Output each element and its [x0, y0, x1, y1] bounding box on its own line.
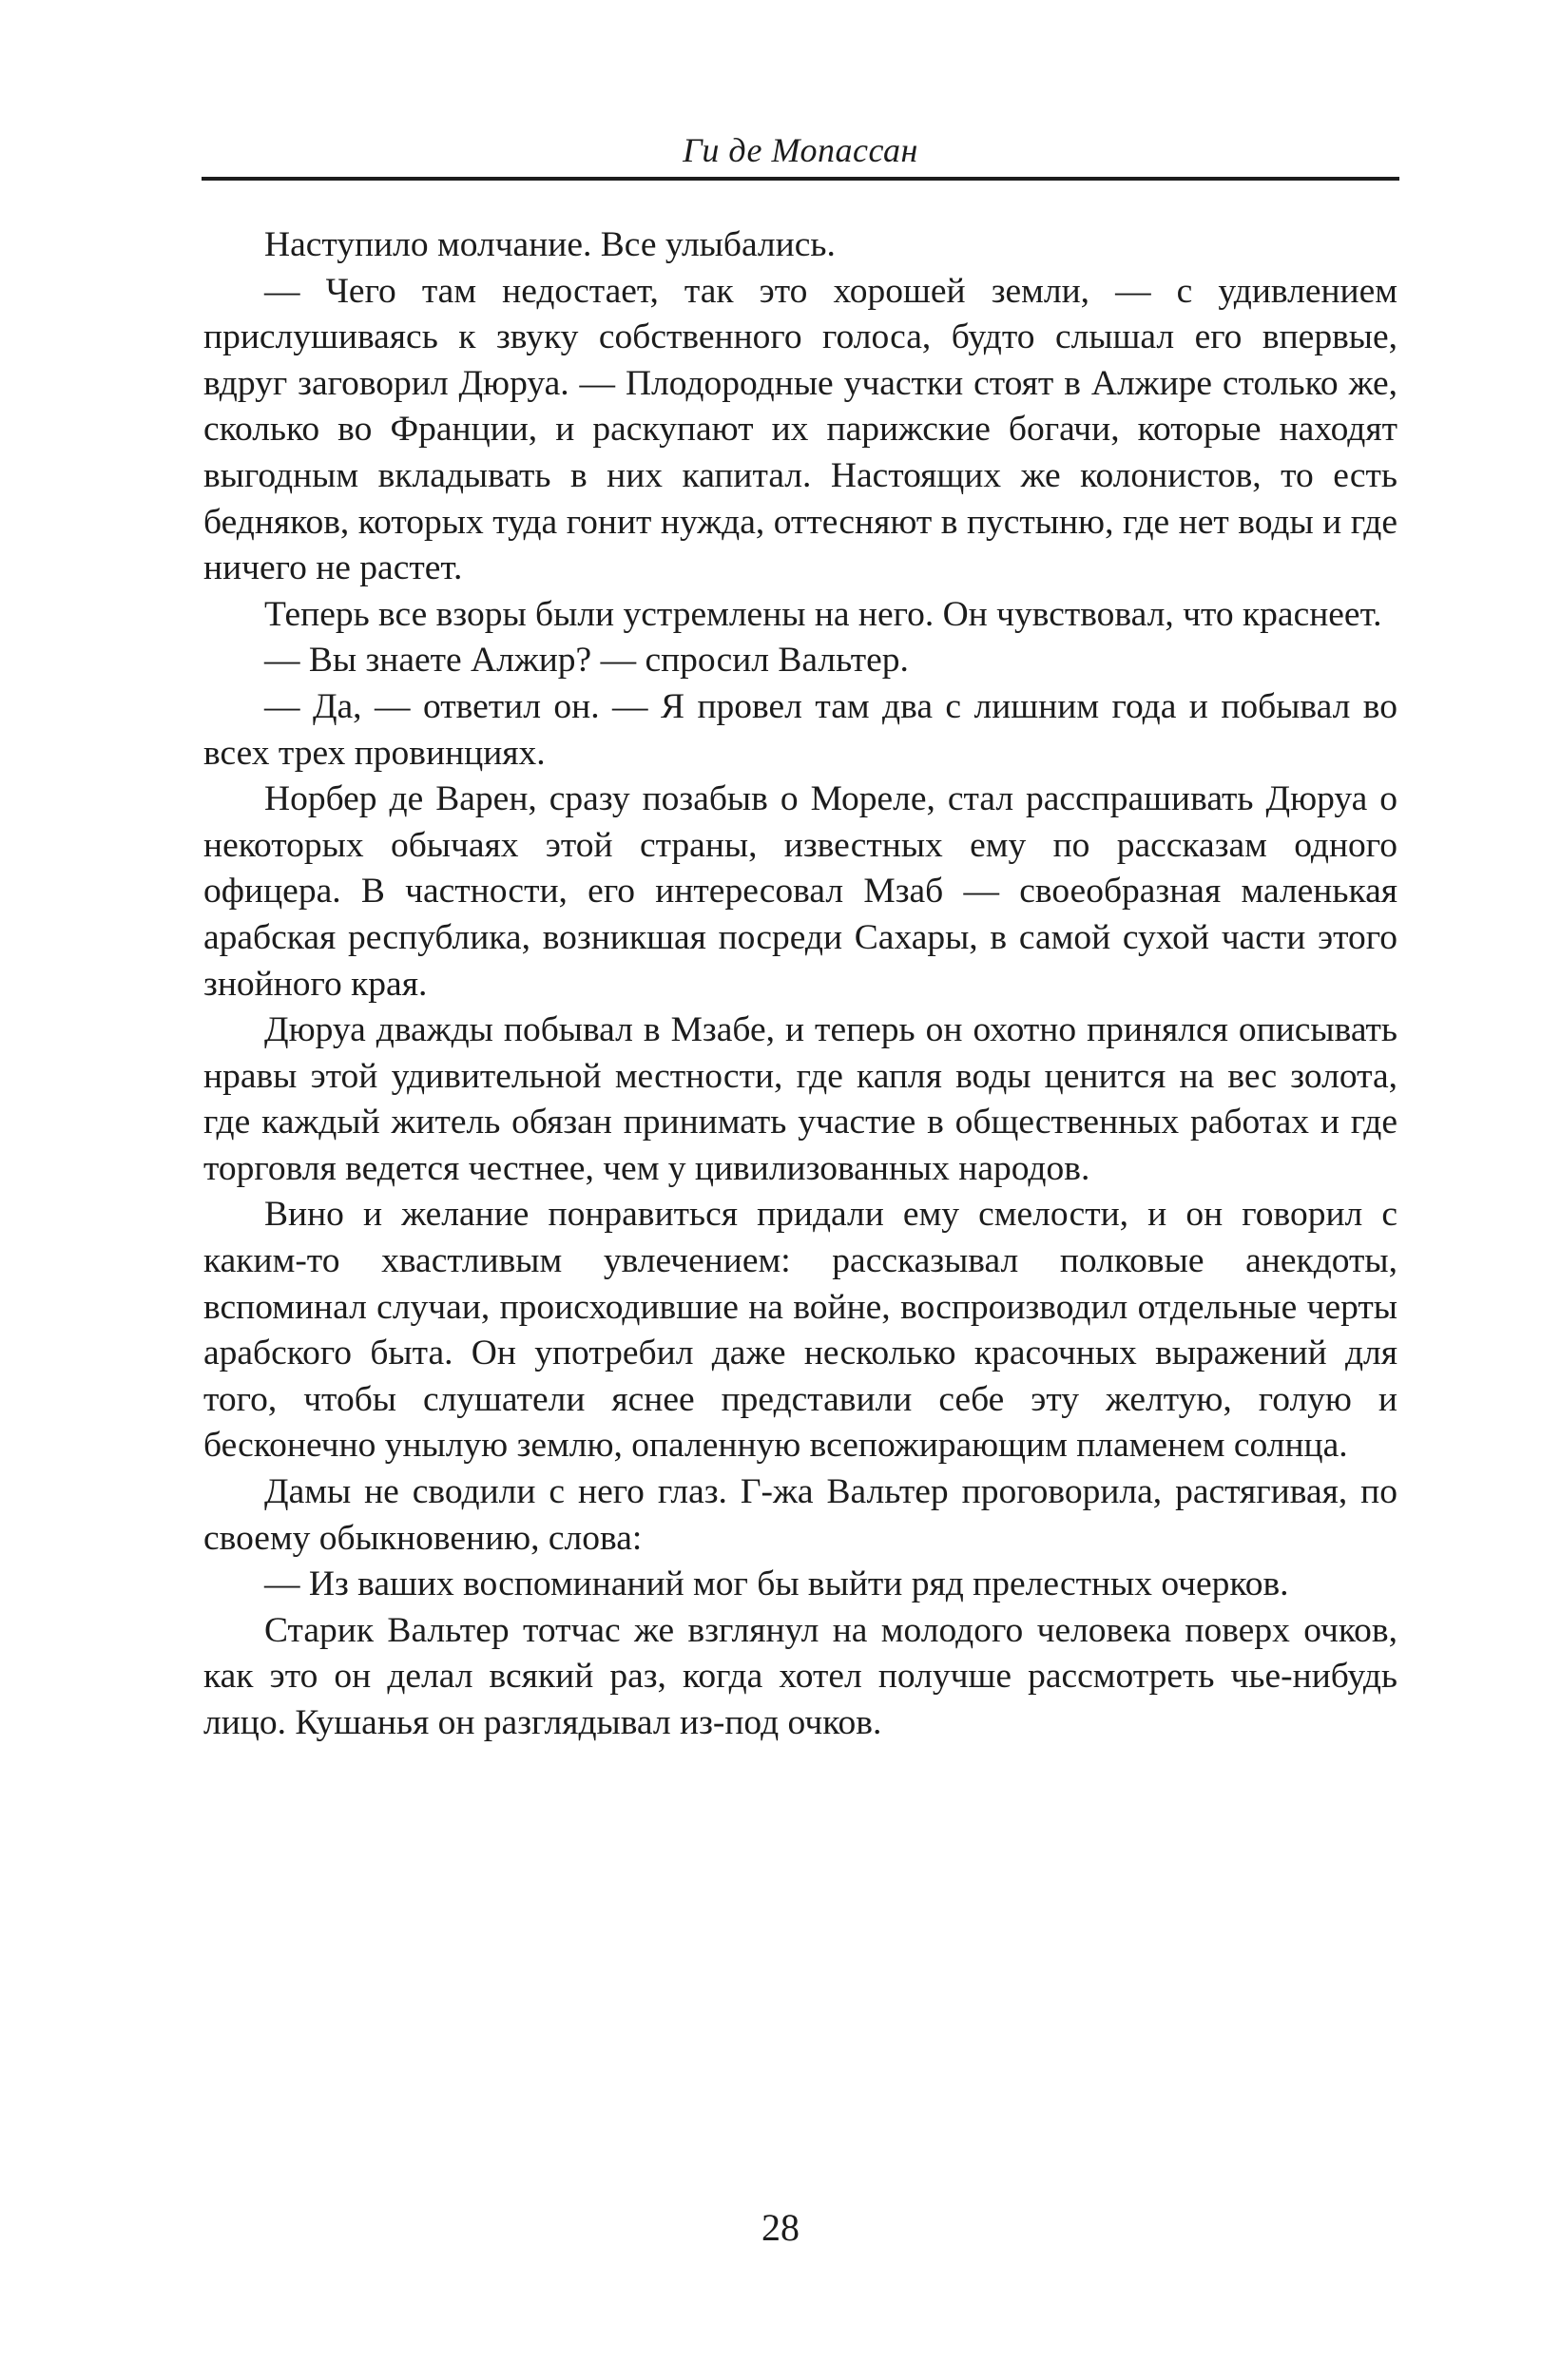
paragraph: Дамы не сводили с него глаз. Г-жа Вальтер проговорила, растягивая, по своему обыкновению, слова: — [203, 1472, 1397, 1558]
paragraph: — Из ваших воспоминаний мог бы выйти ряд прелестных очерков. — [264, 1564, 1289, 1604]
page-number: 28 — [761, 2206, 800, 2249]
paragraph: Дюруа дважды побывал в Мзабе, и теперь он охотно принялся описывать нравы этой удивительной местности, где капля воды ценится на вес золота, где каждый житель обязан принимать участие в общественных работах и где торговля ведется честнее, чем у цивилизованных народов. — [203, 1010, 1397, 1188]
paragraph: Наступило молчание. Все улыбались. — [264, 225, 836, 264]
paragraph: Вино и желание понравиться придали ему смелости, и он говорил с каким-то хвастливым увлечением: рассказывал полковые анекдоты, вспоминал случаи, происходившие на войне, воспроизводил отдельные черты арабского быта. Он употребил даже несколько красочных выражений для того, чтобы слушатели яснее представили себе эту желтую, голую и бесконечно унылую землю, опаленную всепожирающим пламенем солнца. — [203, 1195, 1397, 1466]
body-text — [203, 222, 1397, 1747]
paragraph: Теперь все взоры были устремлены на него. Он чувствовал, что краснеет. — [264, 594, 1382, 634]
paragraph: — Вы знаете Алжир? — спросил Вальтер. — [264, 641, 909, 681]
paragraph: — Чего там недостает, так это хорошей земли, — с удивлением прислушиваясь к звуку собственного голоса, будто слышал его впервые, вдруг заговорил Дюруа. — Плодородные участки стоят в Алжире столько же, сколько во Франции, и раскупают их парижские богачи, которые находят выгодным вкладывать в них капитал. Настоящих же колонистов, то есть бедняков, которых туда гонит нужда, оттесняют в пустыню, где нет воды и где ничего не растет. — [203, 271, 1397, 588]
paragraph: — Да, — ответил он. — Я провел там два с лишним года и побывал во всех трех провинциях. — [203, 686, 1397, 773]
header-rule — [202, 177, 1399, 181]
paragraph: Норбер де Варен, сразу позабыв о Мореле, стал расспрашивать Дюруа о некоторых обычаях этой страны, известных ему по рассказам одного офицера. В частности, его интересовал Мзаб — своеобразная маленькая арабская республика, возникшая посреди Сахары, в самой сухой части этого знойного края. — [203, 779, 1397, 1004]
paragraph: Старик Вальтер тотчас же взглянул на молодого человека поверх очков, как это он делал всякий раз, когда хотел получше рассмотреть чье-нибудь лицо. Кушанья он разглядывал из-под очков. — [203, 1610, 1397, 1742]
running-title: Ги де Мопассан — [683, 131, 918, 169]
